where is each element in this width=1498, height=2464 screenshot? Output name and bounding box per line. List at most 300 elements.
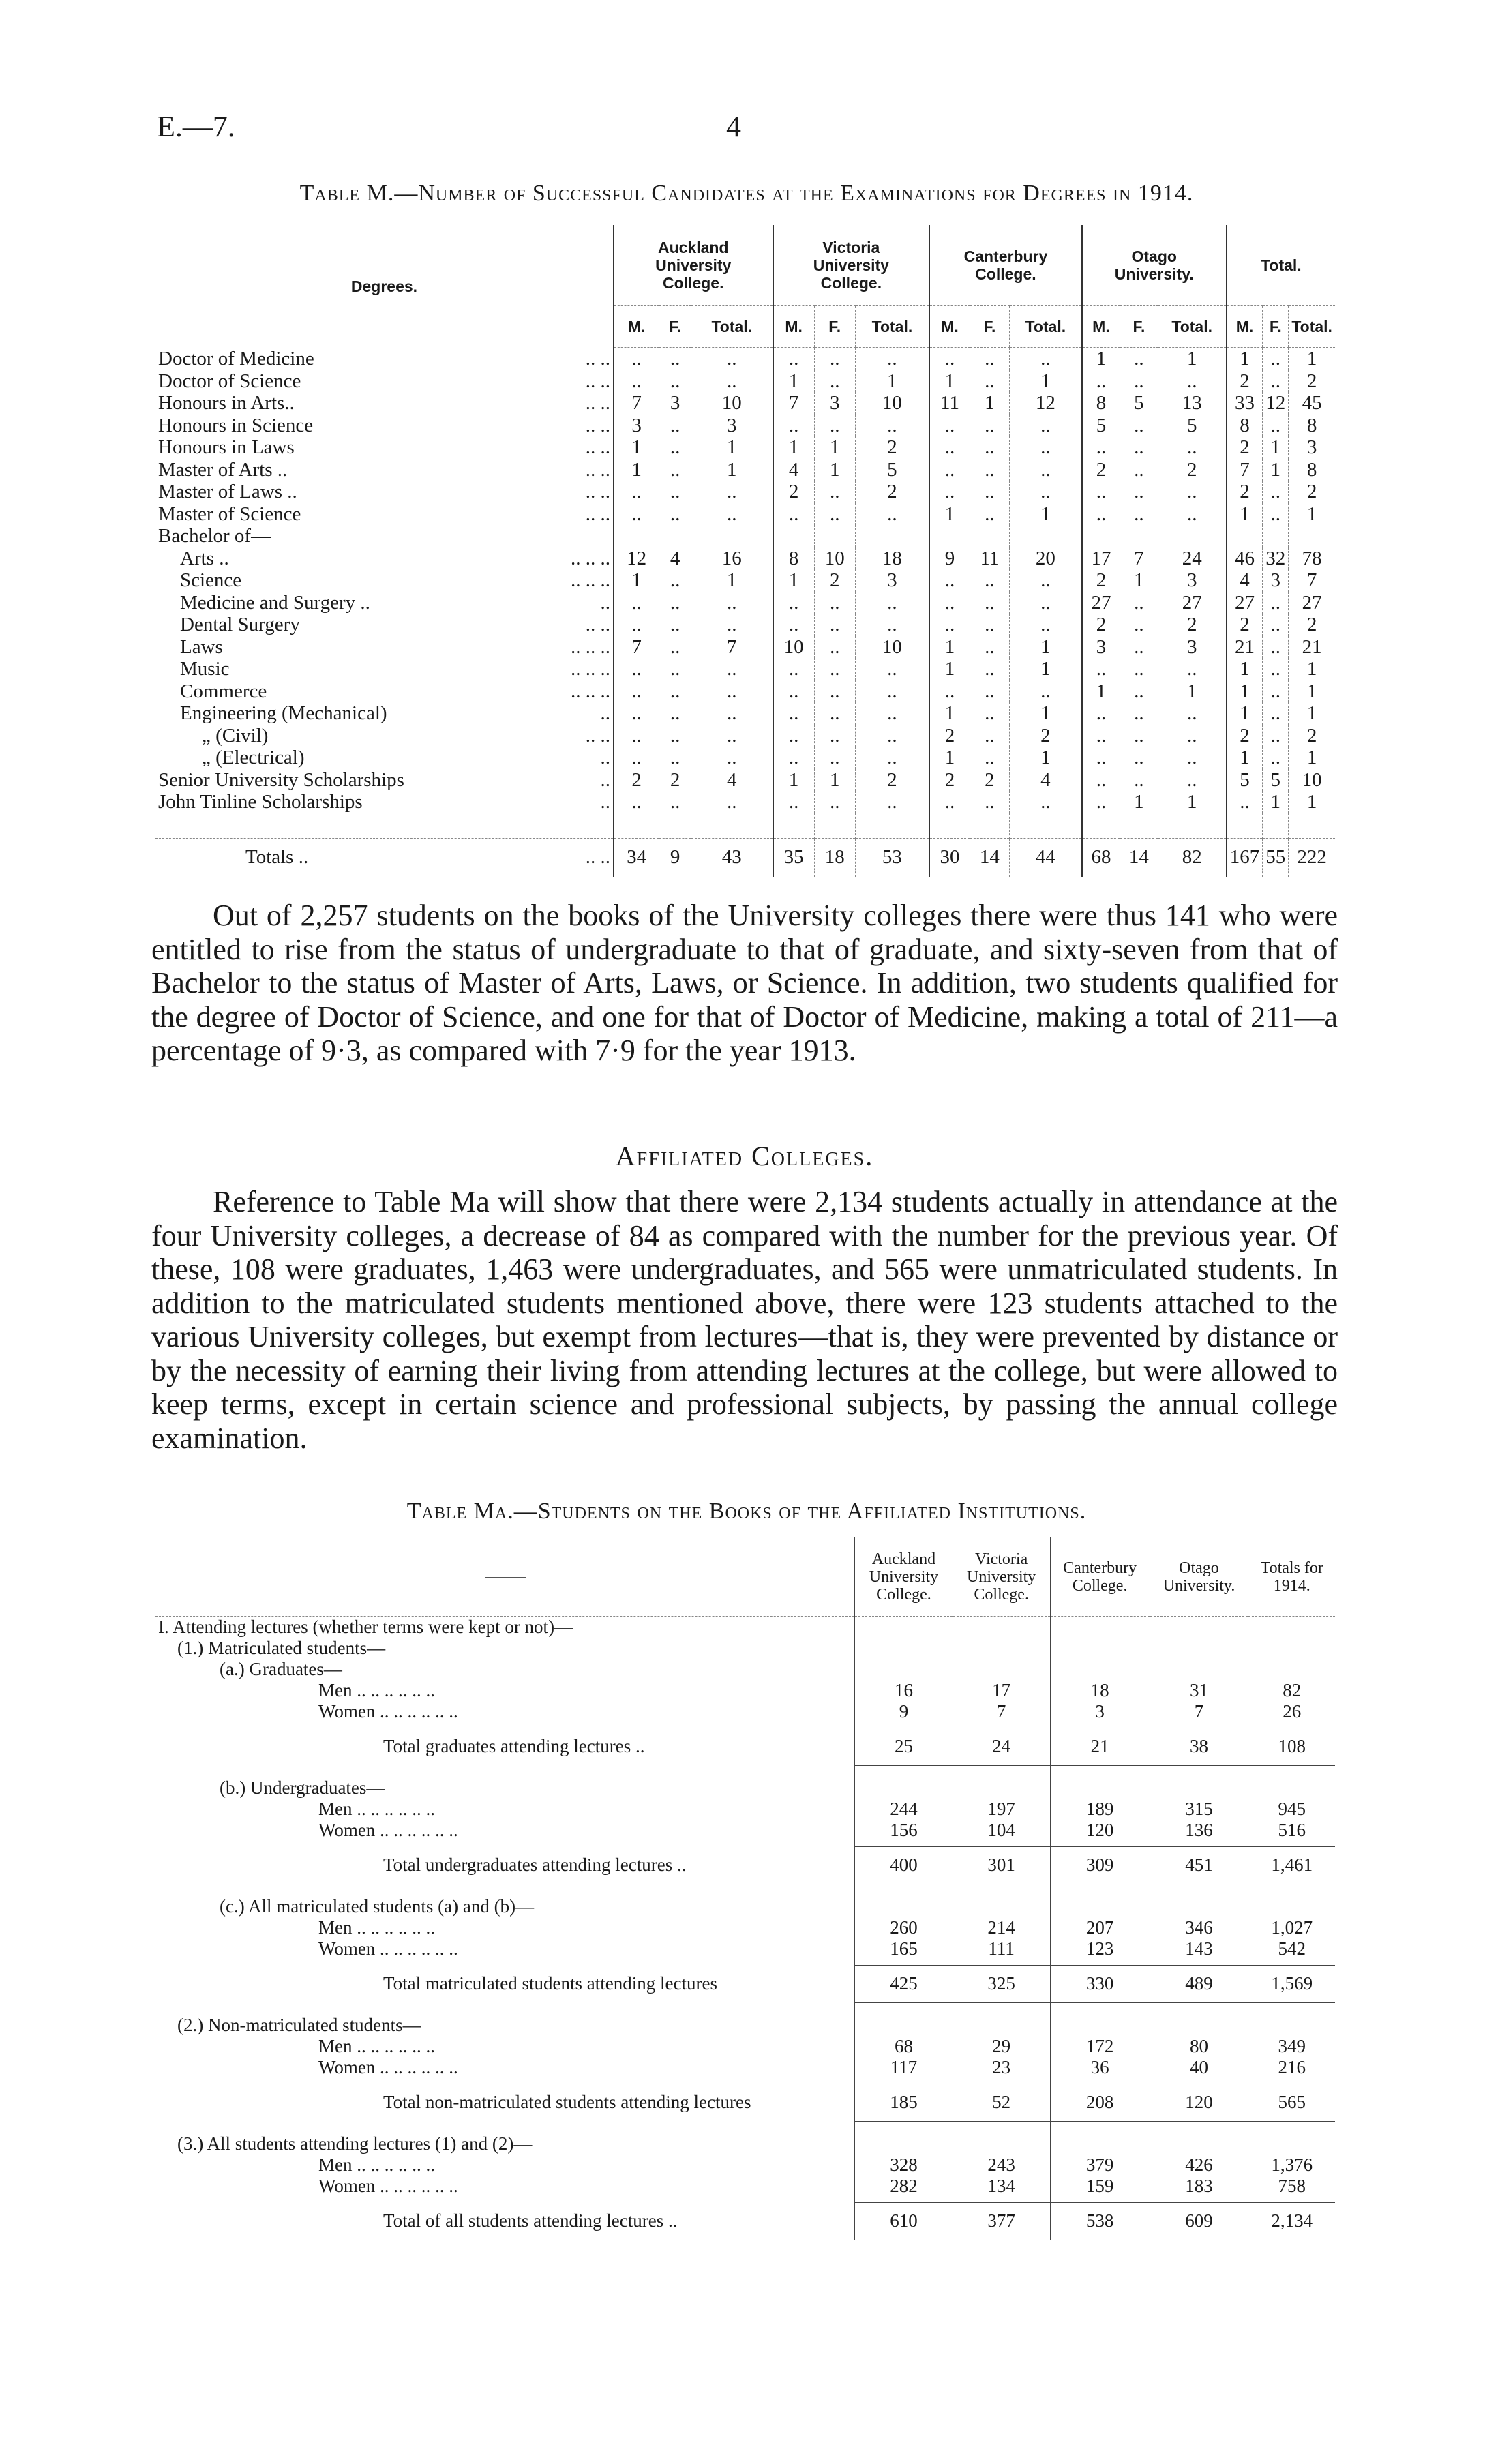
table-cell: .. [970,791,1009,813]
row-label: Women .. .. .. .. .. .. [318,1701,458,1722]
row-label-text: Engineering (Mechanical) [180,702,387,724]
table-cell: 758 [1248,2176,1335,2197]
table-cell: 2 [659,769,691,792]
table-cell: 189 [1050,1799,1150,1820]
table-cell: .. [1158,436,1227,459]
spacer-row [155,1959,1335,1965]
table-cell [953,1777,1050,1799]
table-cell: 8 [1289,459,1335,481]
table-cell: 2 [814,569,855,592]
row-label-text: „ (Electrical) [202,747,305,768]
table-cell: 3 [1289,436,1335,459]
table-cell: .. [773,592,815,614]
row-label-text: Master of Science [158,502,301,525]
table-cell [855,1617,953,1638]
table-cell: 4 [659,547,691,570]
table-cell: .. [1158,370,1227,393]
table-cell: 46 [1227,547,1263,570]
table-cell: .. [970,370,1009,393]
total-row [155,1965,1335,2002]
table-row [155,1820,1335,1841]
table-cell: 12 [1010,392,1082,415]
table-cell: 542 [1248,1938,1335,1959]
subcolumn-header: Total. [1010,306,1082,348]
row-label: Total non-matriculated students attending lectures [383,2092,751,2112]
table-cell: 197 [953,1799,1050,1820]
table-cell: 82 [1248,1680,1335,1701]
table-cell: 5 [1263,769,1289,792]
table-row [155,2154,1335,2176]
table-cell: 2 [1227,370,1263,393]
spacer-row [155,2197,1335,2202]
table-cell: .. [691,348,773,370]
table-cell: 1 [1227,503,1263,526]
totals-cell: 18 [814,838,855,877]
row-label [155,436,614,459]
table-cell: 1 [1010,747,1082,769]
row-label [155,636,614,659]
table-cell: .. [855,415,929,437]
table-row [155,348,1335,370]
row-label-text: John Tinline Scholarships [158,791,363,813]
total-row [155,2084,1335,2121]
column-header: Canterbury College. [1050,1537,1150,1617]
table-cell: 1 [1289,348,1335,370]
table-cell [1150,2015,1248,2036]
table-cell [953,1638,1050,1659]
table-cell: 3 [691,415,773,437]
table-cell [1150,1659,1248,1680]
row-label: Total graduates attending lectures .. [383,1736,645,1756]
table-cell: .. [970,348,1009,370]
table-cell: .. [614,370,659,393]
table-cell: .. [814,702,855,725]
table-cell: 120 [1150,2084,1248,2121]
table-cell: .. [1120,702,1158,725]
spacer-row [155,1884,1335,1896]
table-cell: .. [614,481,659,503]
table-cell: 1,569 [1248,1965,1335,2002]
table-cell: .. [929,680,970,703]
table-cell: .. [773,747,815,769]
table-cell: .. [929,415,970,437]
table-cell: 1 [773,370,815,393]
table-cell: 2 [855,769,929,792]
row-label-text: Dental Surgery [180,614,300,635]
table-cell: .. [1263,747,1289,769]
table-cell: 24 [1158,547,1227,570]
table-cell: 1 [1289,702,1335,725]
row-label-text: Music [180,658,230,680]
table-cell: 2 [929,769,970,792]
table-cell: 1 [1158,348,1227,370]
table-cell: 2 [1010,725,1082,747]
row-label: Total undergraduates attending lectures .. [383,1854,687,1875]
table-row [155,503,1335,526]
group-header: Canterbury College. [929,225,1081,306]
table-cell: 538 [1050,2202,1150,2240]
table-cell: 1 [1289,747,1335,769]
table-cell [1248,1617,1335,1638]
table-cell: 3 [1263,569,1289,592]
totals-leader-dots: .. .. [585,846,610,869]
table-row [155,1701,1335,1722]
subcolumn-header: F. [1263,306,1289,348]
table-cell: .. [1082,436,1120,459]
table-row [155,636,1335,659]
table-cell: .. [929,481,970,503]
row-label: (c.) All matriculated students (a) and (b)— [220,1896,535,1917]
table-cell: .. [614,592,659,614]
subcolumn-header: Total. [1158,306,1227,348]
table-cell: .. [659,791,691,813]
table-cell: .. [855,725,929,747]
row-label: I. Attending lectures (whether terms were kept or not)— [158,1617,573,1637]
table-cell: 27 [1158,592,1227,614]
table-cell: 325 [953,1965,1050,2002]
table-m-caption: Table M.—Number of Successful Candidates at the Examinations for Degrees in 1914. [299,181,1194,206]
table-cell: .. [614,503,659,526]
table-cell: .. [659,348,691,370]
table-cell: 5 [855,459,929,481]
table-cell [1150,1638,1248,1659]
table-row [155,547,1335,570]
row-label [155,658,614,680]
table-cell: .. [691,503,773,526]
row-label-text: Senior University Scholarships [158,768,404,791]
table-cell [1050,1638,1150,1659]
column-header: Victoria University College. [953,1537,1050,1617]
table-cell: .. [970,658,1009,680]
table-cell: .. [1158,658,1227,680]
row-label: Men .. .. .. .. .. .. [318,1917,435,1938]
table-cell: 2 [1227,725,1263,747]
table-cell: .. [659,415,691,437]
table-cell: 5 [1158,415,1227,437]
table-cell [1150,1896,1248,1917]
row-label-text: Bachelor of— [158,525,271,547]
table-cell: 183 [1150,2176,1248,2197]
totals-cell: 9 [659,838,691,877]
table-cell: 328 [855,2154,953,2176]
table-cell: .. [1263,415,1289,437]
table-cell: 1 [1010,370,1082,393]
table-cell: .. [1263,636,1289,659]
table-cell: .. [659,636,691,659]
row-label-text: Honours in Arts.. [158,392,295,414]
table-cell: 451 [1150,1846,1248,1884]
row-leader-dots: .. .. [585,436,610,458]
table-row [155,1659,1335,1680]
table-row [155,725,1335,747]
table-cell: 9 [929,547,970,570]
table-cell: 1 [929,702,970,725]
row-label: Women .. .. .. .. .. .. [318,2057,458,2077]
table-cell: .. [691,481,773,503]
table-cell: .. [1120,636,1158,659]
table-cell: 2 [1082,614,1120,636]
table-cell: 18 [1050,1680,1150,1701]
table-cell: .. [773,702,815,725]
table-row [155,459,1335,481]
table-cell: .. [970,569,1009,592]
table-cell: .. [691,702,773,725]
row-label-text: Honours in Laws [158,436,295,458]
table-row [155,1680,1335,1701]
subcolumn-header: F. [970,306,1009,348]
row-label [155,481,614,503]
row-label [155,503,614,526]
table-cell: 3 [814,392,855,415]
spacer-row [155,2078,1335,2084]
table-cell [1050,1777,1150,1799]
table-cell [1082,525,1120,547]
table-row [155,525,1335,547]
subcolumn-header: Total. [855,306,929,348]
table-cell: 1 [1227,658,1263,680]
table-cell: 214 [953,1917,1050,1938]
table-row [155,702,1335,725]
spacer-row [155,1841,1335,1846]
table-cell [855,1777,953,1799]
table-cell: .. [659,436,691,459]
table-row [155,2057,1335,2078]
totals-cell: 14 [970,838,1009,877]
row-label: (2.) Non-matriculated students— [177,2015,421,2035]
table-cell: .. [1158,725,1227,747]
table-cell: .. [659,569,691,592]
table-cell: .. [659,614,691,636]
table-cell: .. [814,415,855,437]
row-leader-dots: .. .. [585,502,610,525]
table-cell: .. [1120,747,1158,769]
table-cell: 108 [1248,1728,1335,1765]
table-row [155,370,1335,393]
table-cell: .. [814,503,855,526]
table-cell: 68 [855,2036,953,2057]
table-cell: .. [1263,725,1289,747]
table-row [155,2176,1335,2197]
table-cell: 1 [929,636,970,659]
table-cell: 78 [1289,547,1335,570]
table-cell: .. [1158,503,1227,526]
table-cell: 172 [1050,2036,1150,2057]
table-cell [1248,1659,1335,1680]
table-cell: .. [659,747,691,769]
row-label [155,791,614,813]
table-cell: .. [614,702,659,725]
spacer-row [155,2002,1335,2015]
table-cell: 346 [1150,1917,1248,1938]
table-cell: 1 [929,747,970,769]
table-cell: .. [773,725,815,747]
table-cell: .. [614,614,659,636]
table-row [155,436,1335,459]
totals-cell: 43 [691,838,773,877]
table-cell: 1 [814,459,855,481]
table-row [155,2036,1335,2057]
table-cell: 1,376 [1248,2154,1335,2176]
totals-cell: 82 [1158,838,1227,877]
spacer-row [155,2121,1335,2133]
table-cell [773,525,815,547]
row-leader-dots: .. .. .. [571,635,610,658]
row-leader-dots: .. .. .. [571,547,610,569]
table-row [155,614,1335,636]
table-cell: 20 [1010,547,1082,570]
row-label [155,370,614,393]
table-cell: 330 [1050,1965,1150,2002]
table-cell: .. [814,614,855,636]
table-row [155,680,1335,703]
table-cell [1263,525,1289,547]
table-cell: 21 [1227,636,1263,659]
table-cell [855,1896,953,1917]
row-leader-dots: .. .. .. [571,658,610,680]
table-cell: .. [970,436,1009,459]
table-cell: 24 [953,1728,1050,1765]
table-cell: 2 [1082,459,1120,481]
table-row [155,1777,1335,1799]
table-cell [691,525,773,547]
table-row [155,791,1335,813]
spacer-row [155,813,1335,839]
row-label-text: Master of Laws .. [158,481,297,502]
table-cell: .. [1120,348,1158,370]
table-cell: 13 [1158,392,1227,415]
table-cell: .. [614,747,659,769]
table-cell: 1 [1120,791,1158,813]
table-cell: .. [1263,658,1289,680]
table-cell: 609 [1150,2202,1248,2240]
table-cell: .. [855,680,929,703]
row-label-text: Commerce [180,680,267,702]
table-cell: 1,461 [1248,1846,1335,1884]
table-cell: 7 [614,636,659,659]
row-label-text: Doctor of Medicine [158,347,314,370]
row-label [155,747,614,769]
table-cell: 23 [953,2057,1050,2078]
table-cell: 243 [953,2154,1050,2176]
table-cell: 1 [1227,348,1263,370]
totals-cell: 222 [1289,838,1335,877]
table-cell: 610 [855,2202,953,2240]
table-cell: .. [691,791,773,813]
table-cell [1150,1617,1248,1638]
table-cell: .. [659,481,691,503]
table-cell [1120,525,1158,547]
total-row [155,1728,1335,1765]
row-label: (3.) All students attending lectures (1) and (2)— [177,2133,533,2154]
table-cell: 207 [1050,1917,1150,1938]
table-cell: .. [814,791,855,813]
table-cell: .. [929,348,970,370]
table-cell: .. [659,503,691,526]
row-label [155,725,614,747]
totals-cell: 53 [855,838,929,877]
table-cell: 260 [855,1917,953,1938]
table-cell: 27 [1082,592,1120,614]
table-cell: 2 [970,769,1009,792]
table-cell: 315 [1150,1799,1248,1820]
table-cell: .. [1010,415,1082,437]
table-cell: 244 [855,1799,953,1820]
row-label-text: Master of Arts .. [158,458,288,481]
table-cell: 185 [855,2084,953,2121]
table-cell: 16 [855,1680,953,1701]
table-cell [1248,1777,1335,1799]
table-cell: .. [814,592,855,614]
table-cell: .. [855,791,929,813]
total-row [155,1846,1335,1884]
table-cell [855,1659,953,1680]
table-cell: 111 [953,1938,1050,1959]
subcolumn-header: M. [773,306,815,348]
table-cell: .. [691,747,773,769]
table-cell: 9 [855,1701,953,1722]
table-cell: 33 [1227,392,1263,415]
row-label: (a.) Graduates— [220,1659,342,1679]
table-cell: 5 [1120,392,1158,415]
table-cell: .. [1010,459,1082,481]
table-cell: .. [970,725,1009,747]
table-cell: .. [659,592,691,614]
page-number: 4 [726,110,741,143]
table-cell: .. [1082,702,1120,725]
table-cell: .. [659,370,691,393]
table-cell: 2 [1158,614,1227,636]
row-leader-dots: .. .. [585,370,610,392]
row-leader-dots: .. [600,702,610,724]
table-cell: 349 [1248,2036,1335,2057]
table-cell [929,525,970,547]
table-cell: .. [970,503,1009,526]
subcolumn-header: F. [659,306,691,348]
table-cell: .. [659,680,691,703]
table-cell: 4 [1227,569,1263,592]
table-cell: 1 [1289,503,1335,526]
table-cell: 2 [1289,614,1335,636]
row-label: Women .. .. .. .. .. .. [318,1938,458,1959]
row-label: Men .. .. .. .. .. .. [318,1799,435,1819]
table-cell: 1 [691,459,773,481]
table-cell: 377 [953,2202,1050,2240]
table-cell: 11 [970,547,1009,570]
table-cell [1150,2133,1248,2154]
table-row [155,2133,1335,2154]
table-cell: 21 [1050,1728,1150,1765]
table-cell: 1 [1010,503,1082,526]
table-cell: .. [929,569,970,592]
table-cell: 2 [1082,569,1120,592]
table-cell: 156 [855,1820,953,1841]
row-label [155,547,614,570]
table-cell: 45 [1289,392,1335,415]
table-cell: .. [1010,569,1082,592]
table-cell: 1 [1227,747,1263,769]
totals-cell: 14 [1120,838,1158,877]
table-cell: .. [970,614,1009,636]
table-row [155,658,1335,680]
subcolumn-header: Total. [691,306,773,348]
table-row [155,2015,1335,2036]
table-cell [1050,1617,1150,1638]
table-cell: 2 [855,481,929,503]
table-cell: .. [929,592,970,614]
paragraph-affiliated [151,1185,1338,1455]
table-cell: 1 [1082,680,1120,703]
table-cell: 2,134 [1248,2202,1335,2240]
